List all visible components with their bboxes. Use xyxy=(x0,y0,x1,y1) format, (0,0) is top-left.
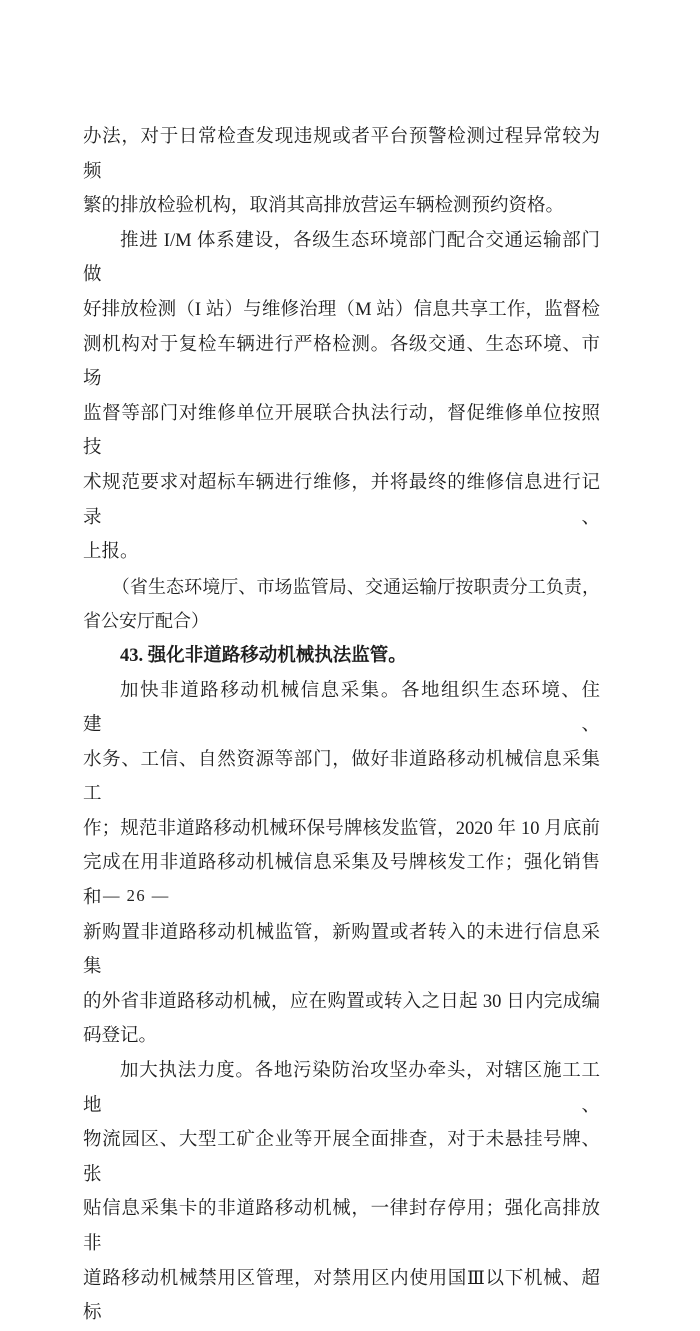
text-line: 办法，对于日常检查发现违规或者平台预警检测过程异常较为频 xyxy=(83,127,600,182)
text-line: 作；规范非道路移动机械环保号牌核发监管，2020 年 10 月底前 xyxy=(83,818,600,839)
document-body xyxy=(83,120,600,1331)
attribution-line: （省生态环境厅、市场监管局、交通运输厅按职责分工负责， xyxy=(111,576,600,597)
text-line: 繁的排放检验机构，取消其高排放营运车辆检测预约资格。 xyxy=(83,196,565,217)
section-heading: 43. 强化非道路移动机械执法监管。 xyxy=(120,645,407,666)
text-line: 完成在用非道路移动机械信息采集及号牌核发工作；强化销售和 xyxy=(83,853,600,909)
text-line: 新购置非道路移动机械监管，新购置或者转入的未进行信息采集 xyxy=(83,922,600,978)
text-line: 的外省非道路移动机械，应在购置或转入之日起 30 日内完成编 xyxy=(83,991,600,1012)
text-line: 加大执法力度。各地污染防治攻坚办牵头，对辖区施工工地、 xyxy=(83,1061,600,1116)
text-line: 推进 I/M 体系建设，各级生态环境部门配合交通运输部门做 xyxy=(83,230,600,286)
page-number: — 26 — xyxy=(103,886,170,905)
text-line: 加快非道路移动机械信息采集。各地组织生态环境、住建、 xyxy=(83,680,600,736)
text-line: 物流园区、大型工矿企业等开展全面排查，对于未悬挂号牌、张 xyxy=(83,1130,600,1185)
text-line: 贴信息采集卡的非道路移动机械，一律封存停用；强化高排放非 xyxy=(83,1199,600,1254)
text-line: 监督等部门对维修单位开展联合执法行动，督促维修单位按照技 xyxy=(83,403,600,459)
text-line: 上报。 xyxy=(83,542,139,563)
text-line: 测机构对于复检车辆进行严格检测。各级交通、生态环境、市场 xyxy=(83,334,600,390)
text-line: 水务、工信、自然资源等部门，做好非道路移动机械信息采集工 xyxy=(83,749,600,805)
attribution-line: 省公安厅配合） xyxy=(83,611,209,632)
text-line: 好排放检测（I 站）与维修治理（M 站）信息共享工作，监督检 xyxy=(83,299,600,320)
text-line: 道路移动机械禁用区管理，对禁用区内使用国Ⅲ以下机械、超标 xyxy=(83,1268,600,1324)
text-line: 码登记。 xyxy=(83,1026,158,1047)
text-line: 术规范要求对超标车辆进行维修，并将最终的维修信息进行记录、 xyxy=(83,472,600,528)
